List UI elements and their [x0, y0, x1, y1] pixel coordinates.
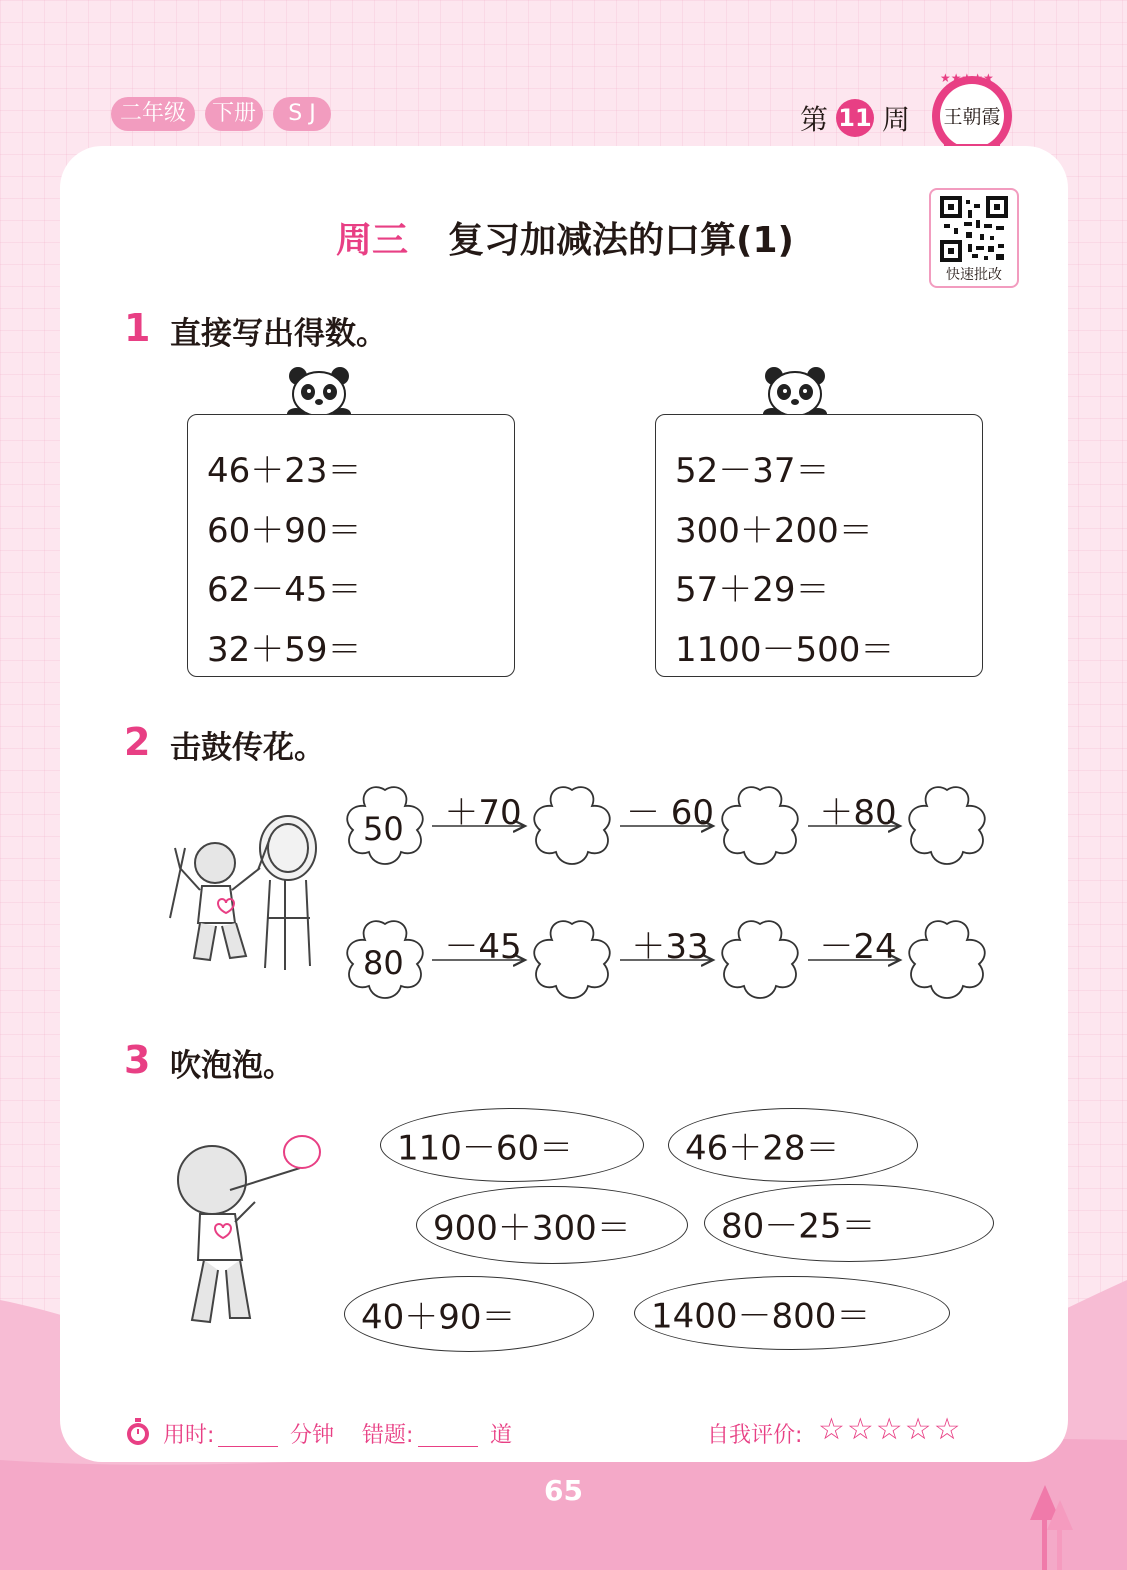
bubble — [344, 1276, 594, 1352]
equation: 52－37＝ — [675, 451, 830, 491]
flower-operation: － 60 — [625, 793, 715, 833]
bubble — [380, 1108, 644, 1182]
equation: 32＋59＝ — [207, 630, 362, 670]
self-eval-label: 自我评价: — [707, 1423, 803, 1448]
flower-operation: ＋80 — [819, 793, 897, 833]
flower-operation: ＋33 — [631, 927, 709, 967]
bubble-equation: 80－25＝ — [721, 1206, 876, 1247]
bubble — [704, 1184, 994, 1262]
page-number: 65 — [544, 1474, 583, 1507]
self-eval-stars[interactable]: ☆☆☆☆☆ — [818, 1412, 963, 1447]
boy-drumming-illustration — [160, 808, 335, 978]
bubble-equation: 1400－800＝ — [651, 1296, 871, 1337]
grade-tag: 二年级 — [111, 97, 195, 131]
question-2-text: 击鼓传花。 — [170, 730, 325, 766]
svg-text:★★★★★: ★★★★★ — [940, 71, 994, 85]
flower-start-value: 50 — [363, 810, 404, 848]
qr-code[interactable] — [929, 188, 1019, 288]
bubble-equation: 46＋28＝ — [685, 1128, 840, 1169]
time-unit: 分钟 — [290, 1423, 335, 1448]
week-suffix: 周 — [882, 103, 911, 136]
equation: 62－45＝ — [207, 570, 362, 610]
equation: 300＋200＝ — [675, 511, 873, 551]
brand-logo-text: 王朝霞 — [943, 106, 1001, 128]
flower-start-value: 80 — [363, 944, 404, 982]
bubble — [634, 1276, 950, 1350]
question-2-number: 2 — [124, 720, 151, 764]
errors-blank[interactable] — [418, 1418, 478, 1447]
flower-operation: －45 — [444, 927, 522, 967]
page-title: 复习加减法的口算(1) — [448, 220, 794, 261]
question-1-text: 直接写出得数。 — [170, 316, 387, 352]
title-day: 周三 — [336, 220, 409, 261]
week-prefix: 第 — [800, 103, 829, 136]
equation: 1100－500＝ — [675, 630, 895, 670]
bubble-equation: 40＋90＝ — [361, 1297, 516, 1338]
week-number-badge: 11 — [836, 99, 874, 137]
panda-icon — [762, 364, 828, 420]
calc-box-left — [187, 414, 515, 677]
edition-tag: S J — [273, 97, 331, 131]
bubble — [668, 1108, 918, 1182]
bubble-equation: 900＋300＝ — [433, 1208, 631, 1249]
equation: 46＋23＝ — [207, 451, 362, 491]
flower-operation: ＋70 — [444, 793, 522, 833]
time-blank[interactable] — [218, 1418, 278, 1447]
equation: 60＋90＝ — [207, 511, 362, 551]
flower-operation: －24 — [819, 927, 897, 967]
calc-box-right — [655, 414, 983, 677]
question-3-number: 3 — [124, 1038, 151, 1082]
question-1-number: 1 — [124, 306, 151, 350]
qr-code-icon — [940, 196, 1008, 262]
panda-icon — [286, 364, 352, 420]
time-label: 用时: — [163, 1423, 215, 1448]
qr-label: 快速批改 — [946, 267, 1002, 283]
errors-label: 错题: — [362, 1423, 414, 1448]
stopwatch-icon — [124, 1417, 152, 1447]
bubble — [416, 1186, 688, 1264]
bubble-equation: 110－60＝ — [397, 1128, 574, 1169]
boy-blowing-bubbles-illustration — [160, 1130, 330, 1330]
volume-tag: 下册 — [205, 97, 263, 131]
equation: 57＋29＝ — [675, 570, 830, 610]
errors-unit: 道 — [490, 1423, 513, 1448]
question-3-text: 吹泡泡。 — [170, 1048, 294, 1084]
